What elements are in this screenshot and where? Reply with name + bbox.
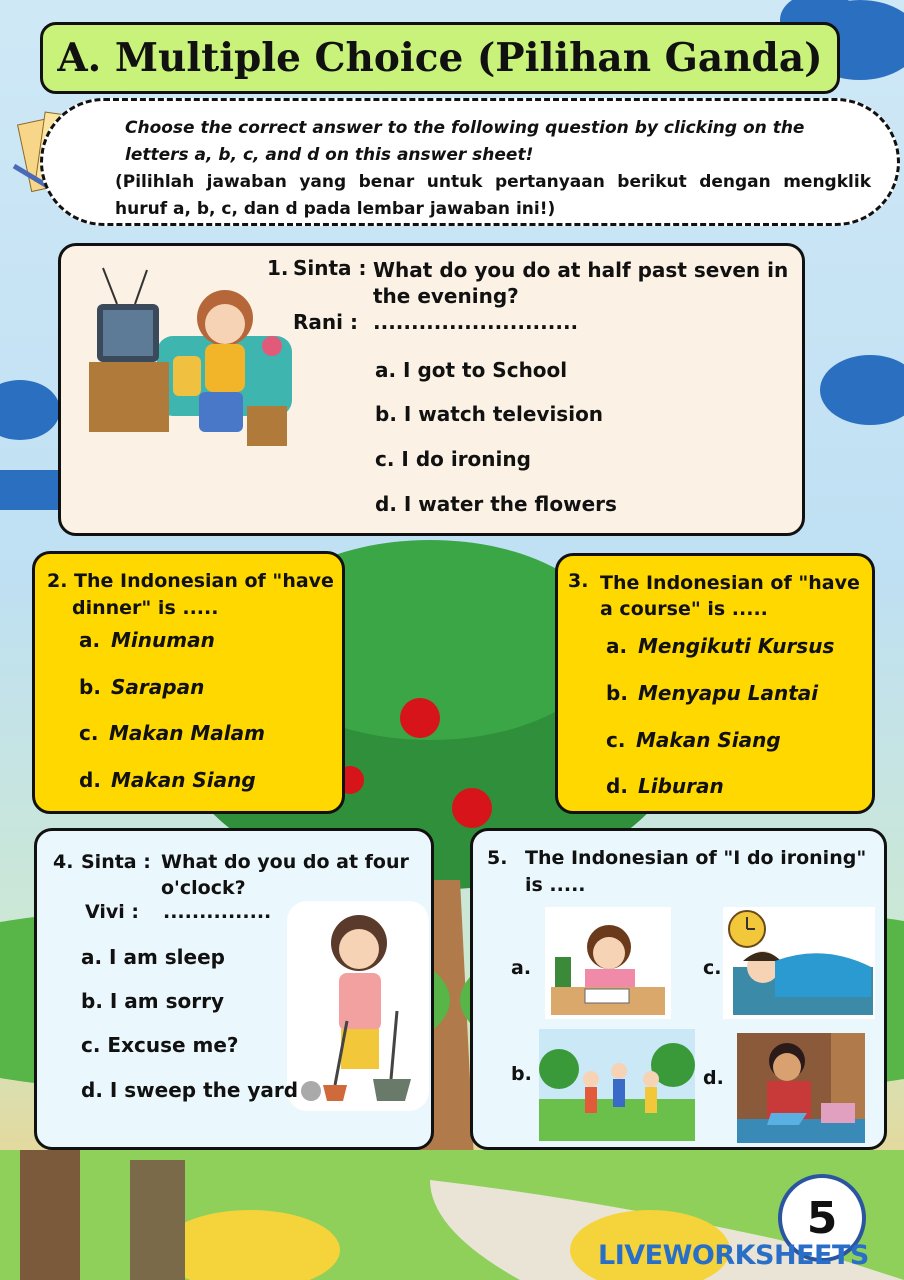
q5-option-d-letter[interactable]: d. [703, 1067, 724, 1089]
q4-question-line2: o'clock? [161, 877, 246, 899]
q4-speaker-vivi: Vivi : [85, 901, 139, 923]
cloud-left [0, 380, 60, 440]
liveworksheets-logo: LIVEWORKSHEETS [598, 1240, 869, 1271]
q1-speaker-rani: Rani : [293, 310, 358, 334]
q3-option-a[interactable]: Mengikuti Kursus [638, 634, 835, 658]
q4-question-line1: What do you do at four [161, 851, 409, 873]
q5-option-c-letter[interactable]: c. [703, 957, 722, 979]
q1-question-line1: What do you do at half past seven in [373, 258, 789, 282]
q5-question-line1: The Indonesian of "I do ironing" [525, 847, 867, 869]
q2-option-a[interactable]: Minuman [111, 628, 215, 652]
q4-option-b[interactable]: b. I am sorry [81, 989, 224, 1013]
q5-option-b-playing-outside-image[interactable] [539, 1029, 695, 1141]
q4-option-a[interactable]: a. I am sleep [81, 945, 225, 969]
page-title: A. Multiple Choice (Pilihan Ganda) [57, 35, 823, 81]
apple [400, 698, 440, 738]
q2-option-b-letter[interactable]: b. [79, 675, 101, 699]
q1-question-line2: the evening? [373, 284, 519, 308]
instructions-box [40, 98, 900, 226]
girl-sweeping-illustration [287, 901, 429, 1111]
q3-option-b[interactable]: Menyapu Lantai [638, 681, 819, 705]
title-banner [40, 22, 840, 94]
q3-number: 3. [568, 570, 589, 592]
q4-speaker-sinta: Sinta : [81, 851, 151, 873]
q2-question-line2: dinner" is ..... [72, 597, 219, 619]
q2-option-d-letter[interactable]: d. [79, 768, 101, 792]
instructions-indonesian: (Pilihlah jawaban yang benar untuk pertanyaan berikut dengan mengklik huruf a, b, c, dan d pada lembar jawaban ini!) [115, 172, 871, 219]
q2-option-c[interactable]: Makan Malam [109, 721, 265, 745]
q2-question-line1: 2. The Indonesian of "have [47, 570, 334, 592]
q3-question-line1: The Indonesian of "have [600, 572, 860, 594]
q1-number: 1. [267, 256, 289, 280]
q2-option-d[interactable]: Makan Siang [111, 768, 256, 792]
q5-option-c-sleeping-image[interactable] [723, 907, 875, 1019]
page-number: 5 [806, 1192, 838, 1244]
q4-option-c[interactable]: c. Excuse me? [81, 1033, 239, 1057]
q1-option-a[interactable]: a. I got to School [375, 358, 568, 382]
q2-option-b[interactable]: Sarapan [111, 675, 205, 699]
q3-option-d[interactable]: Liburan [638, 774, 724, 798]
q3-option-c-letter[interactable]: c. [606, 728, 626, 752]
question-3-card [555, 553, 875, 814]
q5-option-a-letter[interactable]: a. [511, 957, 532, 979]
cloud-right [820, 355, 904, 425]
q2-option-a-letter[interactable]: a. [79, 628, 101, 652]
question-2-card [32, 551, 345, 814]
q4-answer-blank: ............... [163, 901, 272, 923]
q3-option-d-letter[interactable]: d. [606, 774, 628, 798]
q1-answer-blank: ........................... [373, 310, 579, 334]
q3-option-b-letter[interactable]: b. [606, 681, 628, 705]
q1-option-b[interactable]: b. I watch television [375, 402, 604, 426]
q3-question-line2: a course" is ..... [600, 598, 768, 620]
question-1-card [58, 243, 805, 536]
apple [452, 788, 492, 828]
q2-option-c-letter[interactable]: c. [79, 721, 99, 745]
instructions-english: Choose the correct answer to the following question by clicking on the letters a, b, c, and d on this answer sheet! [125, 118, 805, 165]
q3-option-c[interactable]: Makan Siang [636, 728, 781, 752]
q5-option-a-studying-image[interactable] [545, 907, 671, 1019]
question-4-card [34, 828, 434, 1150]
q1-speaker-sinta: Sinta : [293, 256, 367, 280]
girl-watching-tv-illustration [87, 266, 297, 456]
q1-option-d[interactable]: d. I water the flowers [375, 492, 617, 516]
q5-number: 5. [487, 847, 508, 869]
q3-option-a-letter[interactable]: a. [606, 634, 628, 658]
q4-option-d[interactable]: d. I sweep the yard [81, 1078, 299, 1102]
q4-number: 4. [53, 851, 74, 873]
gardener-figure [20, 1150, 80, 1280]
q5-option-d-ironing-image[interactable] [737, 1033, 865, 1143]
question-5-card [470, 828, 887, 1150]
q1-option-c[interactable]: c. I do ironing [375, 447, 531, 471]
q5-question-line2: is ..... [525, 874, 586, 896]
q5-option-b-letter[interactable]: b. [511, 1063, 532, 1085]
gardener-figure [130, 1160, 185, 1280]
